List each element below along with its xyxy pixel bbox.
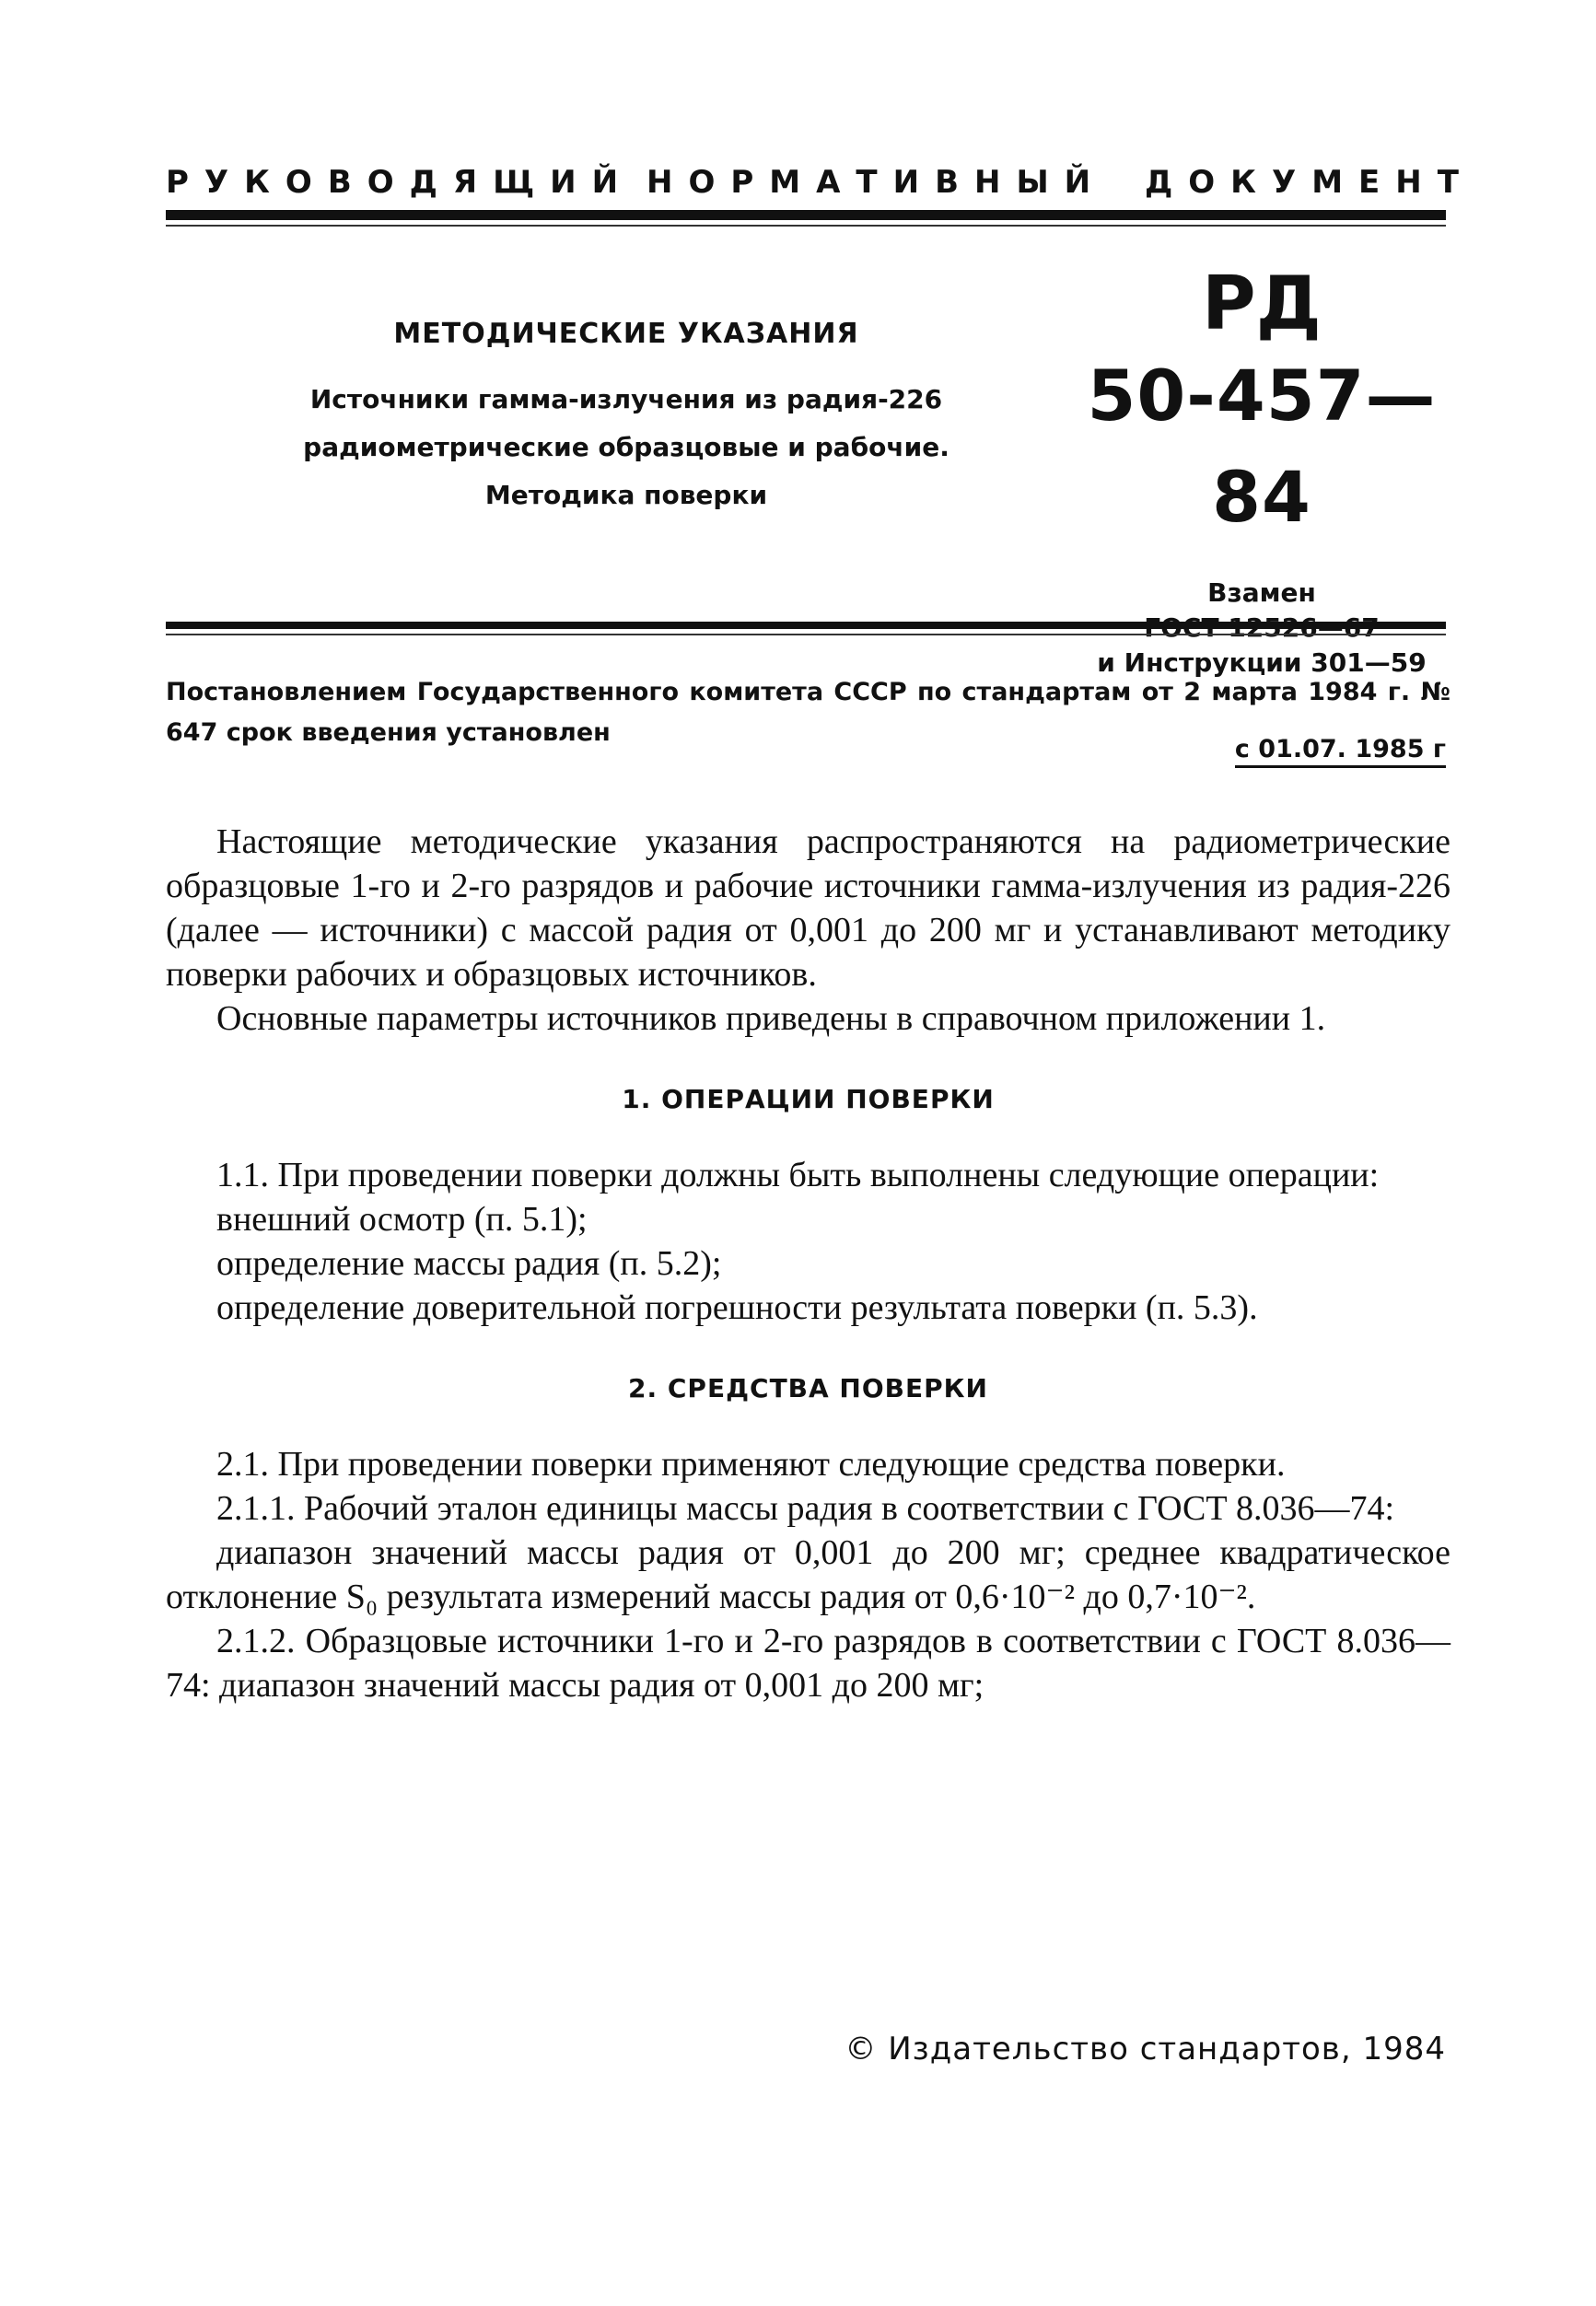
section-1-item-1: внешний осмотр (п. 5.1); [216,1200,588,1239]
document-kind: МЕТОДИЧЕСКИЕ УКАЗАНИЯ [393,318,859,350]
copyright-notice: © Издательство стандартов, 1984 [845,2031,1446,2067]
header-word-2: НОРМАТИВНЫЙ [647,164,1107,201]
document-title-line-1: Источники гамма-излучения из радия-226 [309,384,943,414]
title-rule-thick [166,622,1446,629]
section-2-paragraph-4: 2.1.2. Образцовые источники 1-го и 2-го разрядов в соответствии с ГОСТ 8.036—74: диапазон значений массы радия от 0,001 до 200 мг; [166,1622,1450,1705]
header-rule-thick [166,210,1446,220]
document-number: 50-457—84 [1087,355,1437,538]
document-code-block [1050,262,1474,681]
document-code: РД [1202,261,1322,346]
header-word-1: РУКОВОДЯЩИЙ [166,164,635,201]
intro-paragraph-2: Основные параметры источников приведены в справочном приложении 1. [216,999,1326,1038]
section-2-paragraph-1: 2.1. При проведении поверки применяют следующие средства поверки. [216,1445,1286,1484]
document-body [166,820,1450,1707]
document-title-block [276,318,976,519]
replaces-line-1: Взамен [1207,577,1316,608]
document-title-line-3: Методика поверки [484,480,768,510]
section-1-heading: 1. ОПЕРАЦИИ ПОВЕРКИ [622,1084,995,1114]
section-2-heading: 2. СРЕДСТВА ПОВЕРКИ [628,1373,988,1403]
decree-text: Постановлением Государственного комитета СССР по стандартам от 2 марта 1984 г. № 647 срок введения установлен [166,678,1450,747]
section-1-lead: 1.1. При проведении поверки должны быть выполнены следующие операции: [216,1156,1380,1194]
section-1-item-3: определение доверительной погрешности результата поверки (п. 5.3). [216,1288,1258,1327]
section-1-item-2: определение массы радия (п. 5.2); [216,1244,722,1283]
header-rule-thin [166,225,1446,227]
intro-paragraph-1: Настоящие методические указания распространяются на радиометрические образцовые 1-го и 2-го разрядов и рабочие источники гамма-излучения из радия-226 (далее — источники) с массой радия от 0,001 до 200 мг и устанавливают методику поверки рабочих и образцовых источников. [166,822,1450,994]
effective-date: с 01.07. 1985 г [1235,735,1446,768]
title-rule-thin [166,634,1446,635]
section-2-paragraph-2: 2.1.1. Рабочий эталон единицы массы радия в соответствии с ГОСТ 8.036—74: [216,1489,1395,1528]
replaces-line-3: и Инструкции 301—59 [1097,647,1427,678]
section-2-paragraph-3: диапазон значений массы радия от 0,001 до 200 мг; среднее квадратическое отклонение S₀ результата измерений массы радия от 0,6·10⁻² до 0,7·10⁻². [166,1533,1450,1616]
document-title-line-2: радиометрические образцовые и рабочие. [303,432,949,462]
header-word-3: ДОКУМЕНТ [1145,164,1474,201]
